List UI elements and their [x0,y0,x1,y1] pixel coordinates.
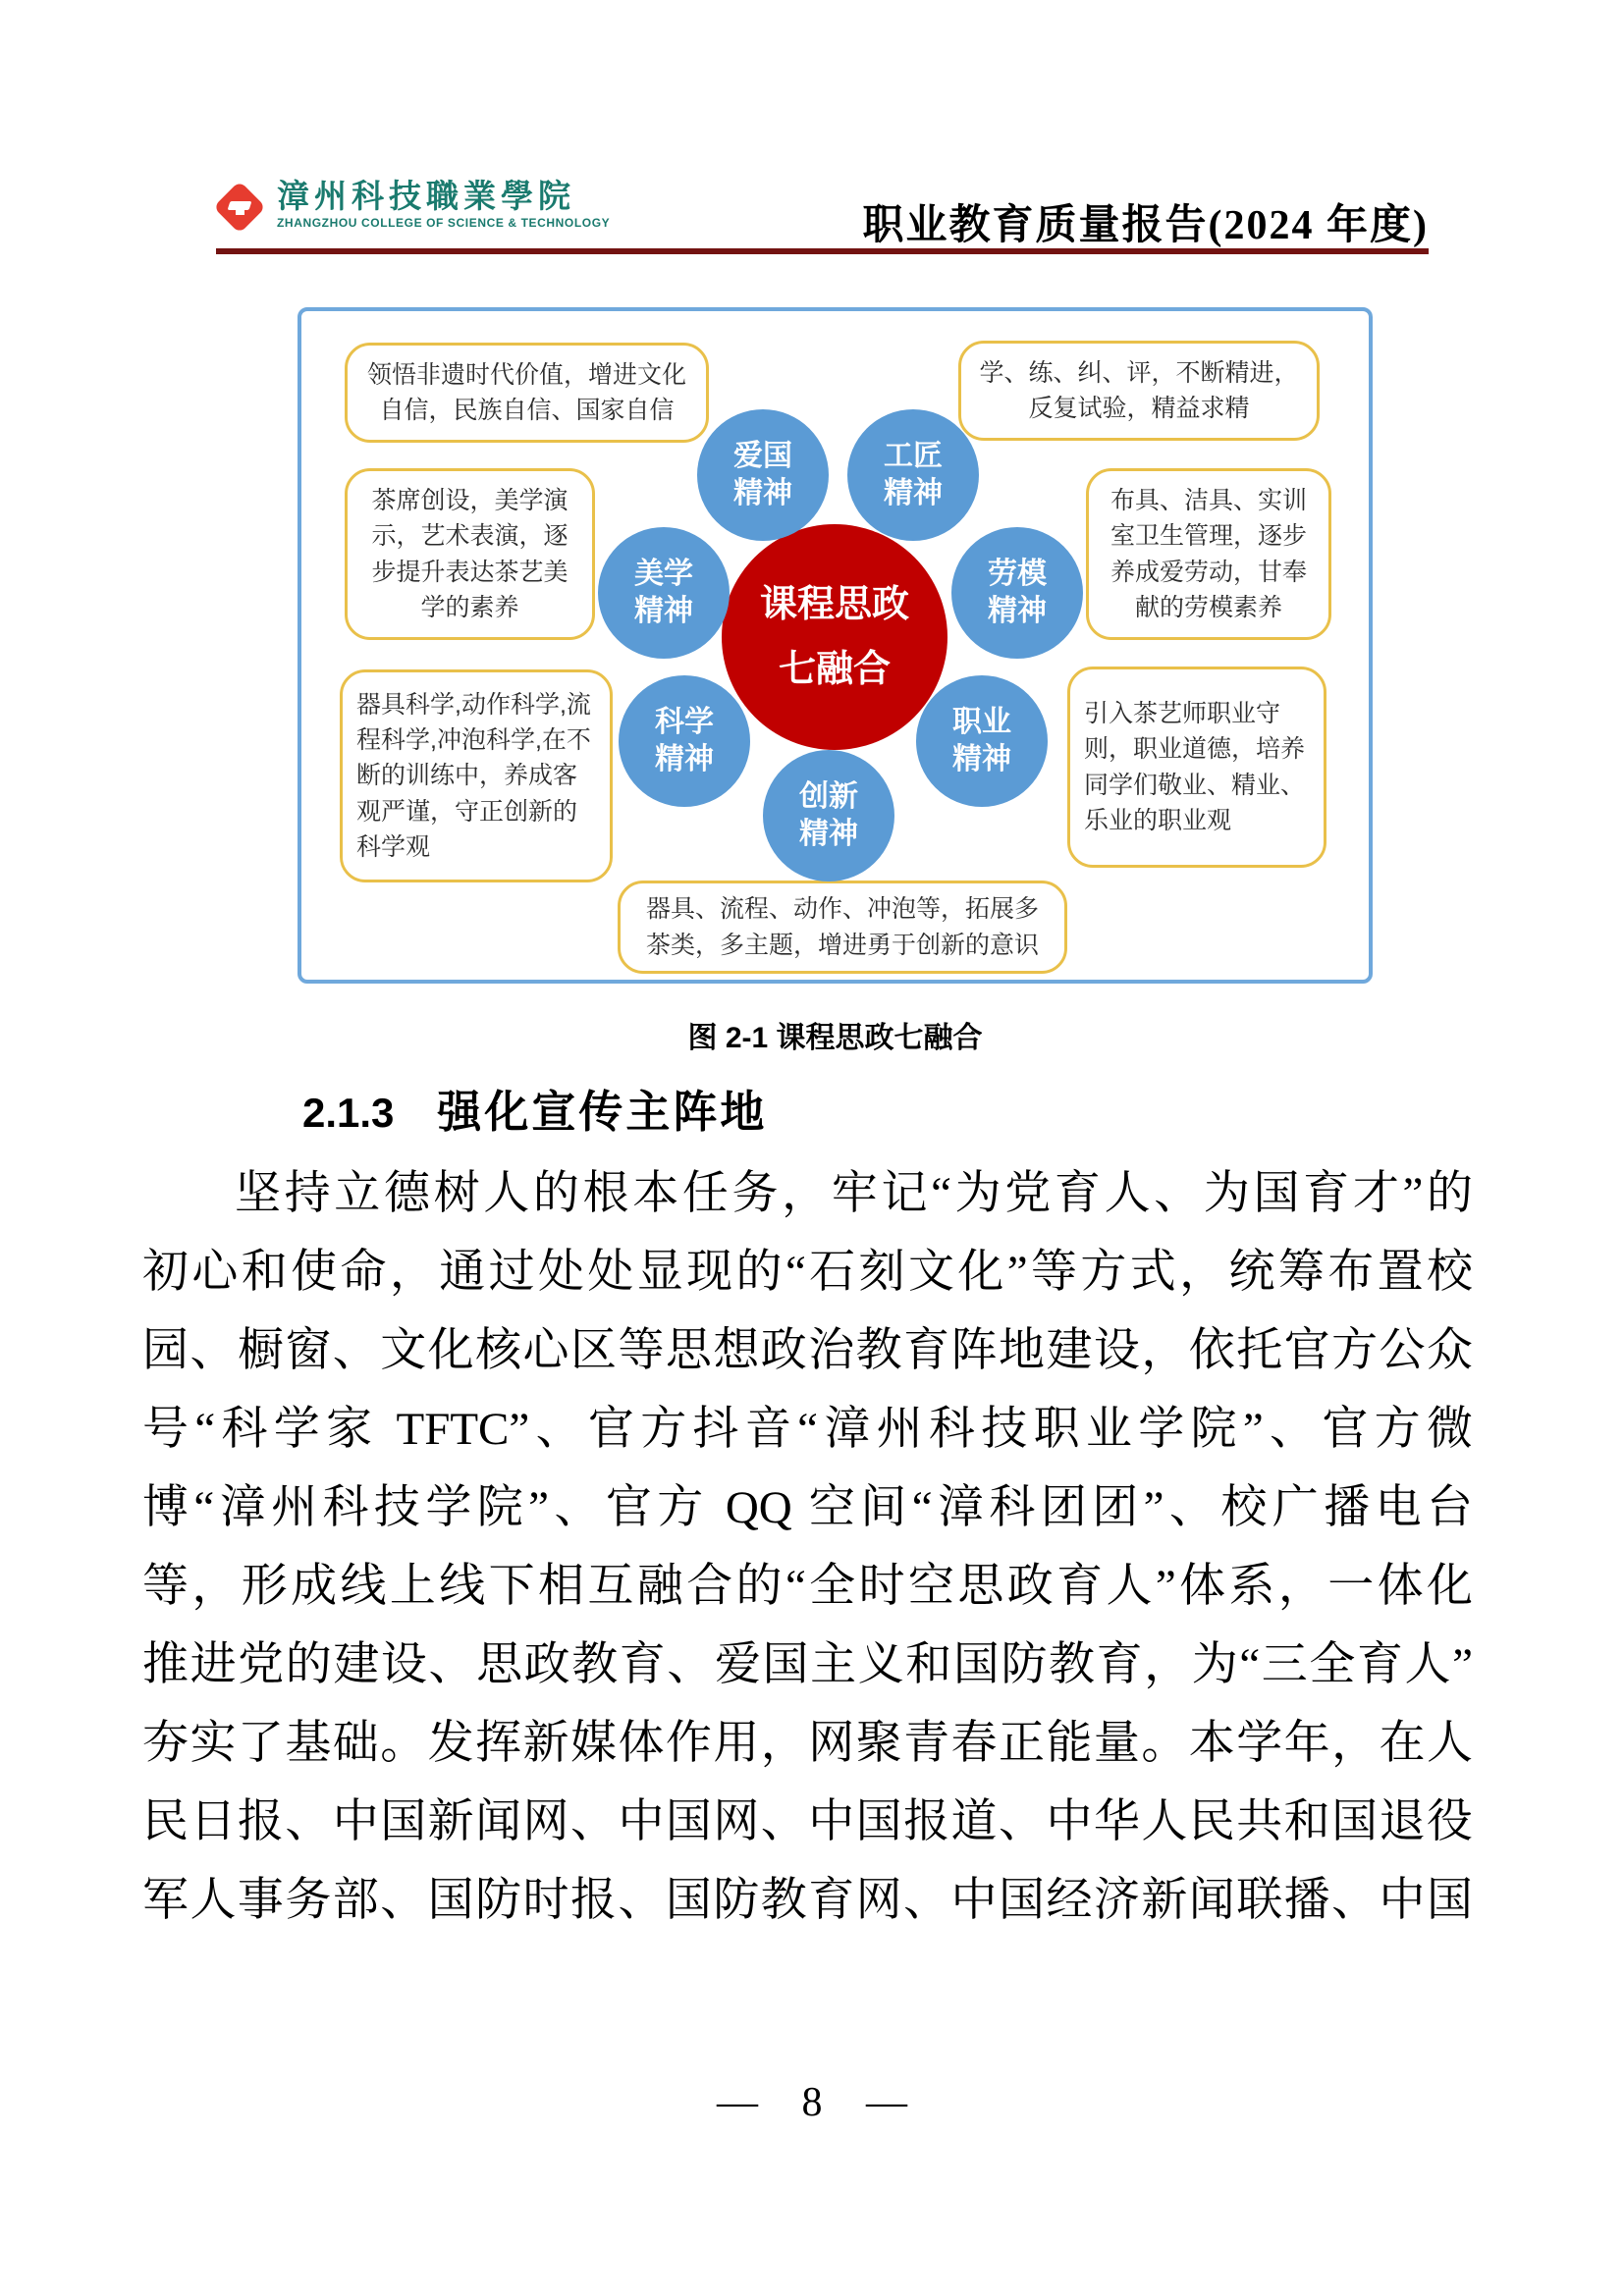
body-text-line: 园、橱窗、文化核心区等思想政治教育阵地建设，依托官方公众 [142,1325,1473,1376]
bubble-line2: 精神 [988,595,1047,627]
bubble-line2: 精神 [733,477,792,509]
college-name-cn: 漳州科技職業學院 [277,180,575,215]
figure-caption: 图 2-1 课程思政七融合 [687,1022,983,1054]
professional-spirit-circle [916,675,1048,807]
bubble-line1: 科学 [655,706,714,738]
center-circle-course-ideology [722,524,947,750]
bubble-line2: 精神 [952,743,1011,775]
bubble-line1: 工匠 [884,440,943,472]
figure-callout-patriotic: 领悟非遗时代价值，增进文化自信，民族自信、国家自信 [345,343,709,443]
figure-callout-model-worker: 布具、洁具、实训室卫生管理，逐步养成爱劳动，甘奉献的劳模素养 [1086,468,1331,640]
body-text-line: 民日报、中国新闻网、中国网、中国报道、中华人民共和国退役 [142,1796,1473,1847]
bubble-line2: 精神 [884,477,943,509]
body-text-line: 初心和使命，通过处处显现的“石刻文化”等方式，统筹布置校 [142,1247,1473,1298]
college-logo-text [277,180,610,230]
college-logo [214,180,610,233]
center-circle-line2: 七融合 [778,649,891,690]
bubble-line1: 职业 [952,706,1011,738]
section-heading [302,1076,767,1140]
body-text-line: 等，形成线上线下相互融合的“全时空思政育人”体系，一体化 [142,1561,1473,1612]
craftsman-spirit-circle [847,409,979,541]
body-text-line: 夯实了基础。发挥新媒体作用，网聚青春正能量。本学年，在人 [142,1718,1473,1769]
scientific-spirit-circle [619,675,750,807]
body-text-line: 号“科学家 TFTC”、官方抖音“漳州科技职业学院”、官方微 [142,1404,1473,1455]
page-number: — 8 — [717,2080,907,2125]
body-text-line: 军人事务部、国防时报、国防教育网、中国经济新闻联播、中国 [142,1875,1473,1926]
model-worker-spirit-circle [951,527,1083,659]
figure-callout-aesthetic: 茶席创设，美学演示，艺术表演，逐步提升表达茶艺美学的素养 [345,468,595,640]
bubble-line2: 精神 [799,818,858,850]
report-title: 职业教育质量报告(2024 年度) [862,203,1429,248]
section-number: 2.1.3 [302,1090,395,1136]
bubble-line1: 创新 [799,780,858,813]
figure-callout-professional: 引入茶艺师职业守则，职业道德，培养同学们敬业、精业、乐业的职业观 [1067,667,1326,868]
body-paragraph [142,1154,1473,1940]
bubble-line1: 爱国 [733,440,792,472]
innovation-spirit-circle [763,750,894,881]
patriotic-spirit-circle [697,409,829,541]
center-circle-line1: 课程思政 [759,584,909,625]
header-rule [216,248,1429,254]
bubble-line2: 精神 [634,595,693,627]
aesthetic-spirit-circle [598,527,730,659]
bubble-line2: 精神 [655,743,714,775]
figure-callout-scientific: 器具科学,动作科学,流程科学,冲泡科学,在不断的训练中，养成客观严谨，守正创新的科学观 [340,669,613,882]
college-name-en: ZHANGZHOU COLLEGE OF SCIENCE & TECHNOLOGY [277,216,611,230]
cap-base-shape [236,209,244,215]
bubble-line1: 劳模 [988,558,1047,590]
body-text-line: 博“漳州科技学院”、官方 QQ 空间“漳科团团”、校广播电台 [142,1482,1473,1533]
figure-2-1-diagram [298,307,1373,984]
graduation-cap-icon [214,182,265,233]
figure-callout-craftsman: 学、练、纠、评，不断精进，反复试验，精益求精 [958,341,1320,441]
section-title: 强化宣传主阵地 [437,1088,768,1137]
body-text-line: 坚持立德树人的根本任务，牢记“为党育人、为国育才”的 [235,1168,1473,1219]
figure-callout-innovation: 器具、流程、动作、冲泡等，拓展多茶类，多主题，增进勇于创新的意识 [618,881,1067,974]
body-text-line: 推进党的建设、思政教育、爱国主义和国防教育，为“三全育人” [142,1639,1473,1690]
bubble-line1: 美学 [634,558,693,590]
